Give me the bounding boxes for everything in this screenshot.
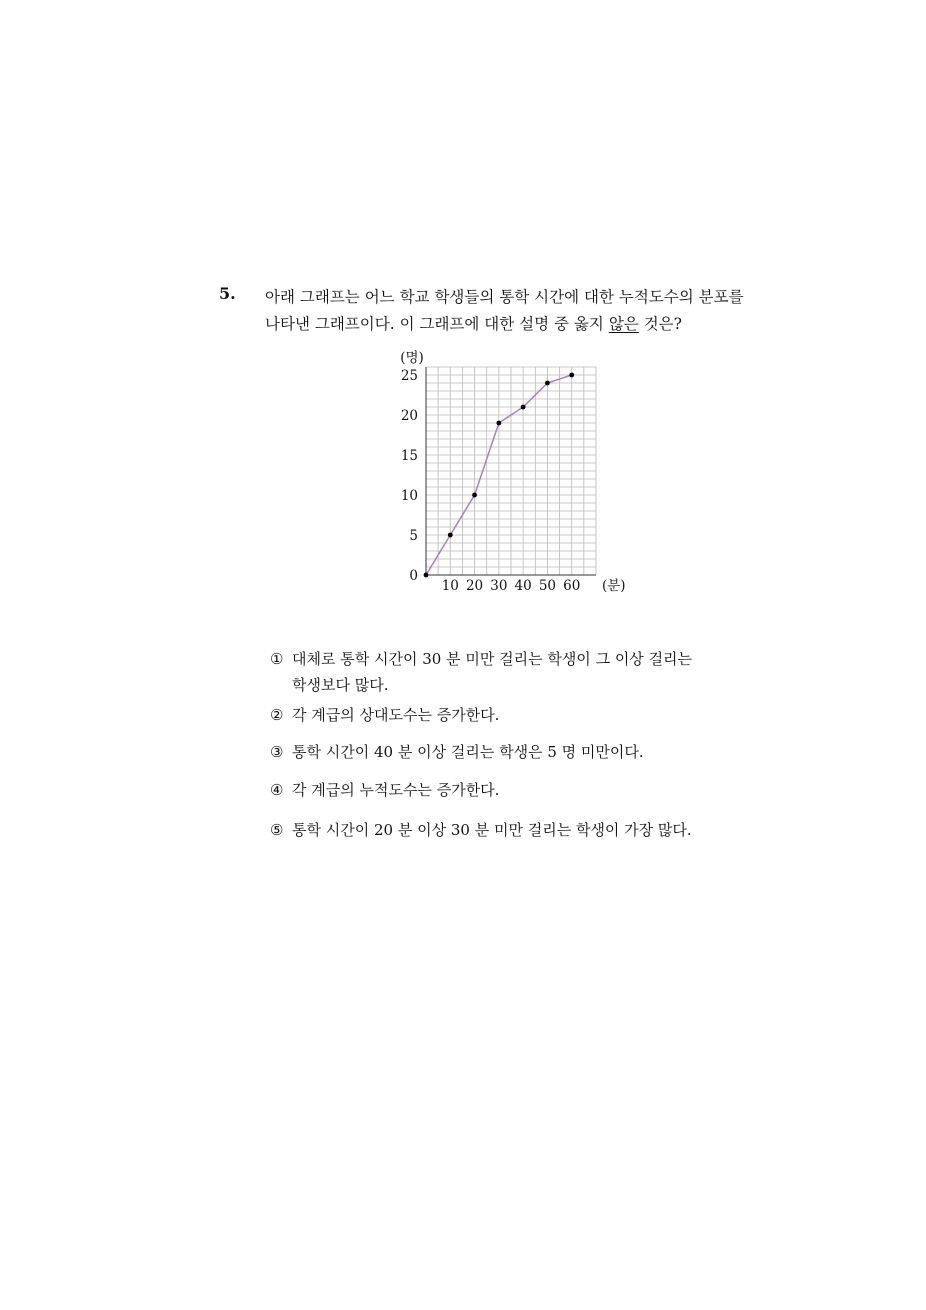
y-tick-label: 5 bbox=[409, 528, 418, 544]
data-point bbox=[472, 493, 477, 498]
option-5[interactable] bbox=[270, 819, 692, 840]
x-tick-label: 40 bbox=[514, 578, 532, 594]
x-tick-label: 20 bbox=[465, 578, 484, 594]
data-point bbox=[545, 381, 550, 386]
data-point bbox=[496, 421, 501, 426]
underlined-word: 않은 bbox=[608, 315, 639, 333]
option-mark: ③ bbox=[270, 743, 284, 761]
x-tick-label: 60 bbox=[563, 578, 581, 594]
y-tick-label: 25 bbox=[400, 368, 418, 384]
cumulative-frequency-chart bbox=[0, 0, 926, 620]
option-2[interactable] bbox=[270, 704, 499, 725]
option-3[interactable] bbox=[270, 741, 644, 762]
x-tick-label: 50 bbox=[538, 578, 557, 594]
x-tick-label: 30 bbox=[490, 578, 508, 594]
data-point bbox=[424, 573, 429, 578]
option-text: 각 계급의 누적도수는 증가한다. bbox=[292, 781, 500, 799]
x-tick-label: 10 bbox=[441, 578, 459, 594]
question-text-part: 것은? bbox=[638, 315, 682, 333]
y-tick-label: 0 bbox=[409, 568, 418, 584]
question-text-part: 나타낸 그래프이다. 이 그래프에 대한 설명 중 옳지 bbox=[265, 315, 609, 333]
option-text: 대체로 통학 시간이 30 분 미만 걸리는 학생이 그 이상 걸리는 bbox=[292, 650, 693, 668]
y-tick-label: 10 bbox=[400, 488, 418, 504]
option-1[interactable] bbox=[270, 648, 692, 669]
data-point bbox=[521, 405, 526, 410]
option-mark: ② bbox=[270, 706, 284, 724]
question-number: 5. bbox=[219, 284, 236, 303]
option-text: 통학 시간이 40 분 이상 걸리는 학생은 5 명 미만이다. bbox=[292, 743, 644, 761]
y-tick-label: 20 bbox=[400, 408, 418, 424]
option-mark: ④ bbox=[270, 781, 284, 799]
chart-labels bbox=[400, 349, 625, 594]
data-point bbox=[448, 533, 453, 538]
y-tick-label: 15 bbox=[400, 448, 418, 464]
option-text: 통학 시간이 20 분 이상 30 분 미만 걸리는 학생이 가장 많다. bbox=[292, 821, 692, 839]
y-axis-label: (명) bbox=[400, 350, 424, 366]
option-mark: ⑤ bbox=[270, 821, 284, 839]
x-axis-label: (분) bbox=[602, 578, 626, 594]
data-point bbox=[569, 373, 574, 378]
option-mark: ① bbox=[270, 650, 284, 668]
option-text: 각 계급의 상대도수는 증가한다. bbox=[292, 706, 500, 724]
question-text-line1: 아래 그래프는 어느 학교 학생들의 통학 시간에 대한 누적도수의 분포를 bbox=[265, 288, 744, 306]
option-1-continuation: 학생보다 많다. bbox=[292, 676, 389, 694]
option-4[interactable] bbox=[270, 779, 499, 800]
chart-grid bbox=[426, 367, 596, 575]
